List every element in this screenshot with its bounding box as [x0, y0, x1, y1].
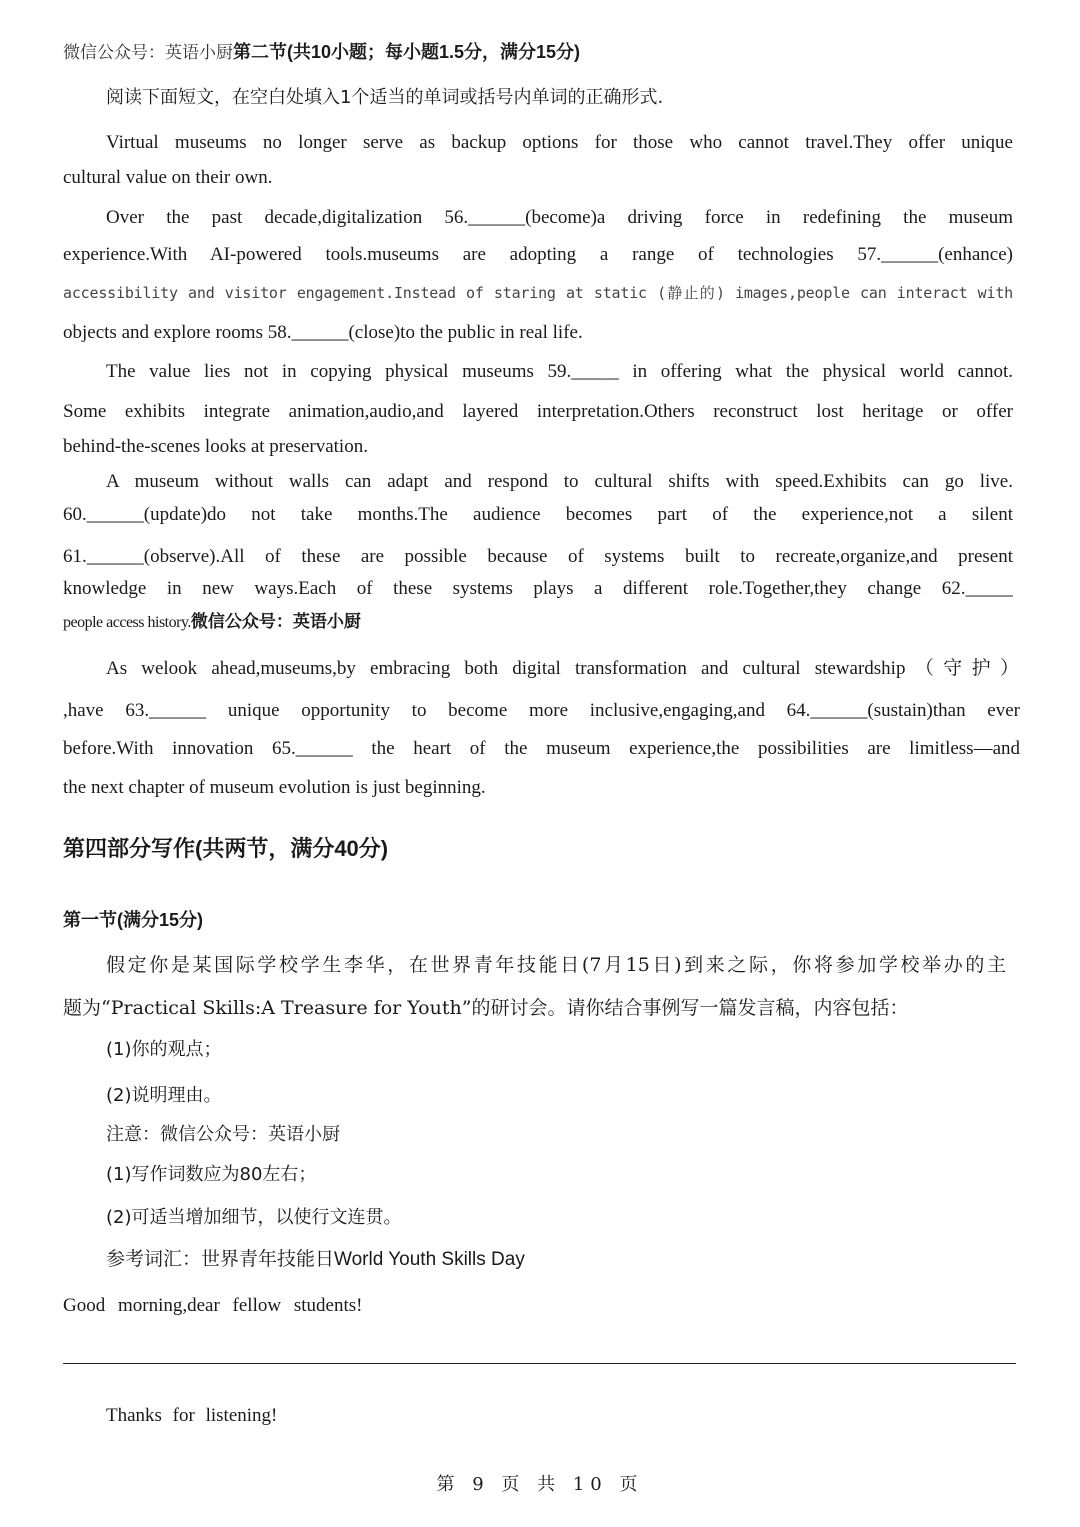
passage-p4-line4: knowledge in new ways.Each of these systems plays a different role.Together,they change 62._____ — [63, 578, 1013, 599]
passage-p3-line1: The value lies not in copying physical museums 59._____ in offering what the physical world cannot. — [106, 361, 1013, 382]
vocab-term: World Youth Skills Day — [334, 1249, 525, 1270]
vocab-line — [106, 1247, 525, 1272]
inline-watermark: 微信公众号：英语小厨 — [190, 612, 361, 631]
page-number: 第 9 页 共 10 页 — [436, 1474, 644, 1495]
passage-p3-line3: behind-the-scenes looks at preservation. — [63, 436, 368, 457]
watermark: 微信公众号：英语小厨 — [63, 43, 233, 63]
note-1: (1)写作词数应为80左右； — [106, 1164, 317, 1185]
passage-p1-line2: cultural value on their own. — [63, 167, 273, 188]
note-label: 注意：微信公众号：英语小厨 — [106, 1124, 340, 1145]
prompt-line1: 假定你是某国际学校学生李华，在世界青年技能日(7月15日)到来之际，你将参加学校举办的主 — [106, 954, 1006, 976]
passage-p2-line4: objects and explore rooms 58.______(close)to the public in real life. — [63, 322, 583, 343]
vocab-label: 参考词汇：世界青年技能日 — [106, 1248, 335, 1270]
passage-p5-line3: before.With innovation 65.______ the heart of the museum experience,the possibilities are limitless—and — [63, 738, 1020, 759]
speech-opening: Good morning,dear fellow students! — [63, 1295, 363, 1316]
passage-p4-line3: 61.______(observe).All of these are possible because of systems built to recreate,organize,and present — [63, 546, 1013, 567]
passage-p4-line1: A museum without walls can adapt and respond to cultural shifts with speed.Exhibits can go live. — [106, 471, 1013, 492]
passage-p1-line1: Virtual museums no longer serve as backup options for those who cannot travel.They offer unique — [106, 132, 1013, 153]
section-header — [63, 40, 580, 65]
speech-closing: Thanks for listening! — [106, 1405, 278, 1426]
passage-p2-line2: experience.With AI-powered tools.museums are adopting a range of technologies 57.______(enhance) — [63, 244, 1013, 265]
passage-p5-line1: As welook ahead,museums,by embracing both digital transformation and cultural stewardship（守护） — [106, 658, 1019, 679]
passage-p2-line1: Over the past decade,digitalization 56.______(become)a driving force in redefining the museum — [106, 207, 1013, 228]
passage-p4-line5 — [63, 610, 361, 635]
passage-p2-line3: accessibility and visitor engagement.Instead of staring at static (静止的) images,people can interact with — [63, 284, 1013, 302]
prompt-line2: 题为“Practical Skills:A Treasure for Youth”的研讨会。请你结合事例写一篇发言稿，内容包括： — [63, 997, 909, 1019]
point-2: (2)说明理由。 — [106, 1085, 222, 1106]
note-2: (2)可适当增加细节，以使行文连贯。 — [106, 1207, 402, 1228]
passage-p4-line2: 60.______(update)do not take months.The audience becomes part of the experience,not a silent — [63, 504, 1013, 525]
point-1: (1)你的观点； — [106, 1039, 222, 1060]
instruction: 阅读下面短文，在空白处填入1个适当的单词或括号内单词的正确形式. — [106, 87, 664, 108]
passage-p4-last-text: people access history. — [63, 614, 191, 631]
passage-p3-line2: Some exhibits integrate animation,audio,and layered interpretation.Others reconstruct lost heritage or offer — [63, 401, 1013, 422]
answer-line — [63, 1363, 1016, 1364]
passage-p5-line4: the next chapter of museum evolution is just beginning. — [63, 777, 486, 798]
section1-title: 第一节(满分15分) — [63, 910, 204, 930]
section-title: 第二节(共10小题；每小题1.5分，满分15分) — [233, 42, 581, 62]
passage-p5-line2: ,have 63.______ unique opportunity to become more inclusive,engaging,and 64.______(sustain)than ever — [63, 700, 1020, 721]
part-title: 第四部分写作(共两节，满分40分) — [63, 836, 389, 861]
